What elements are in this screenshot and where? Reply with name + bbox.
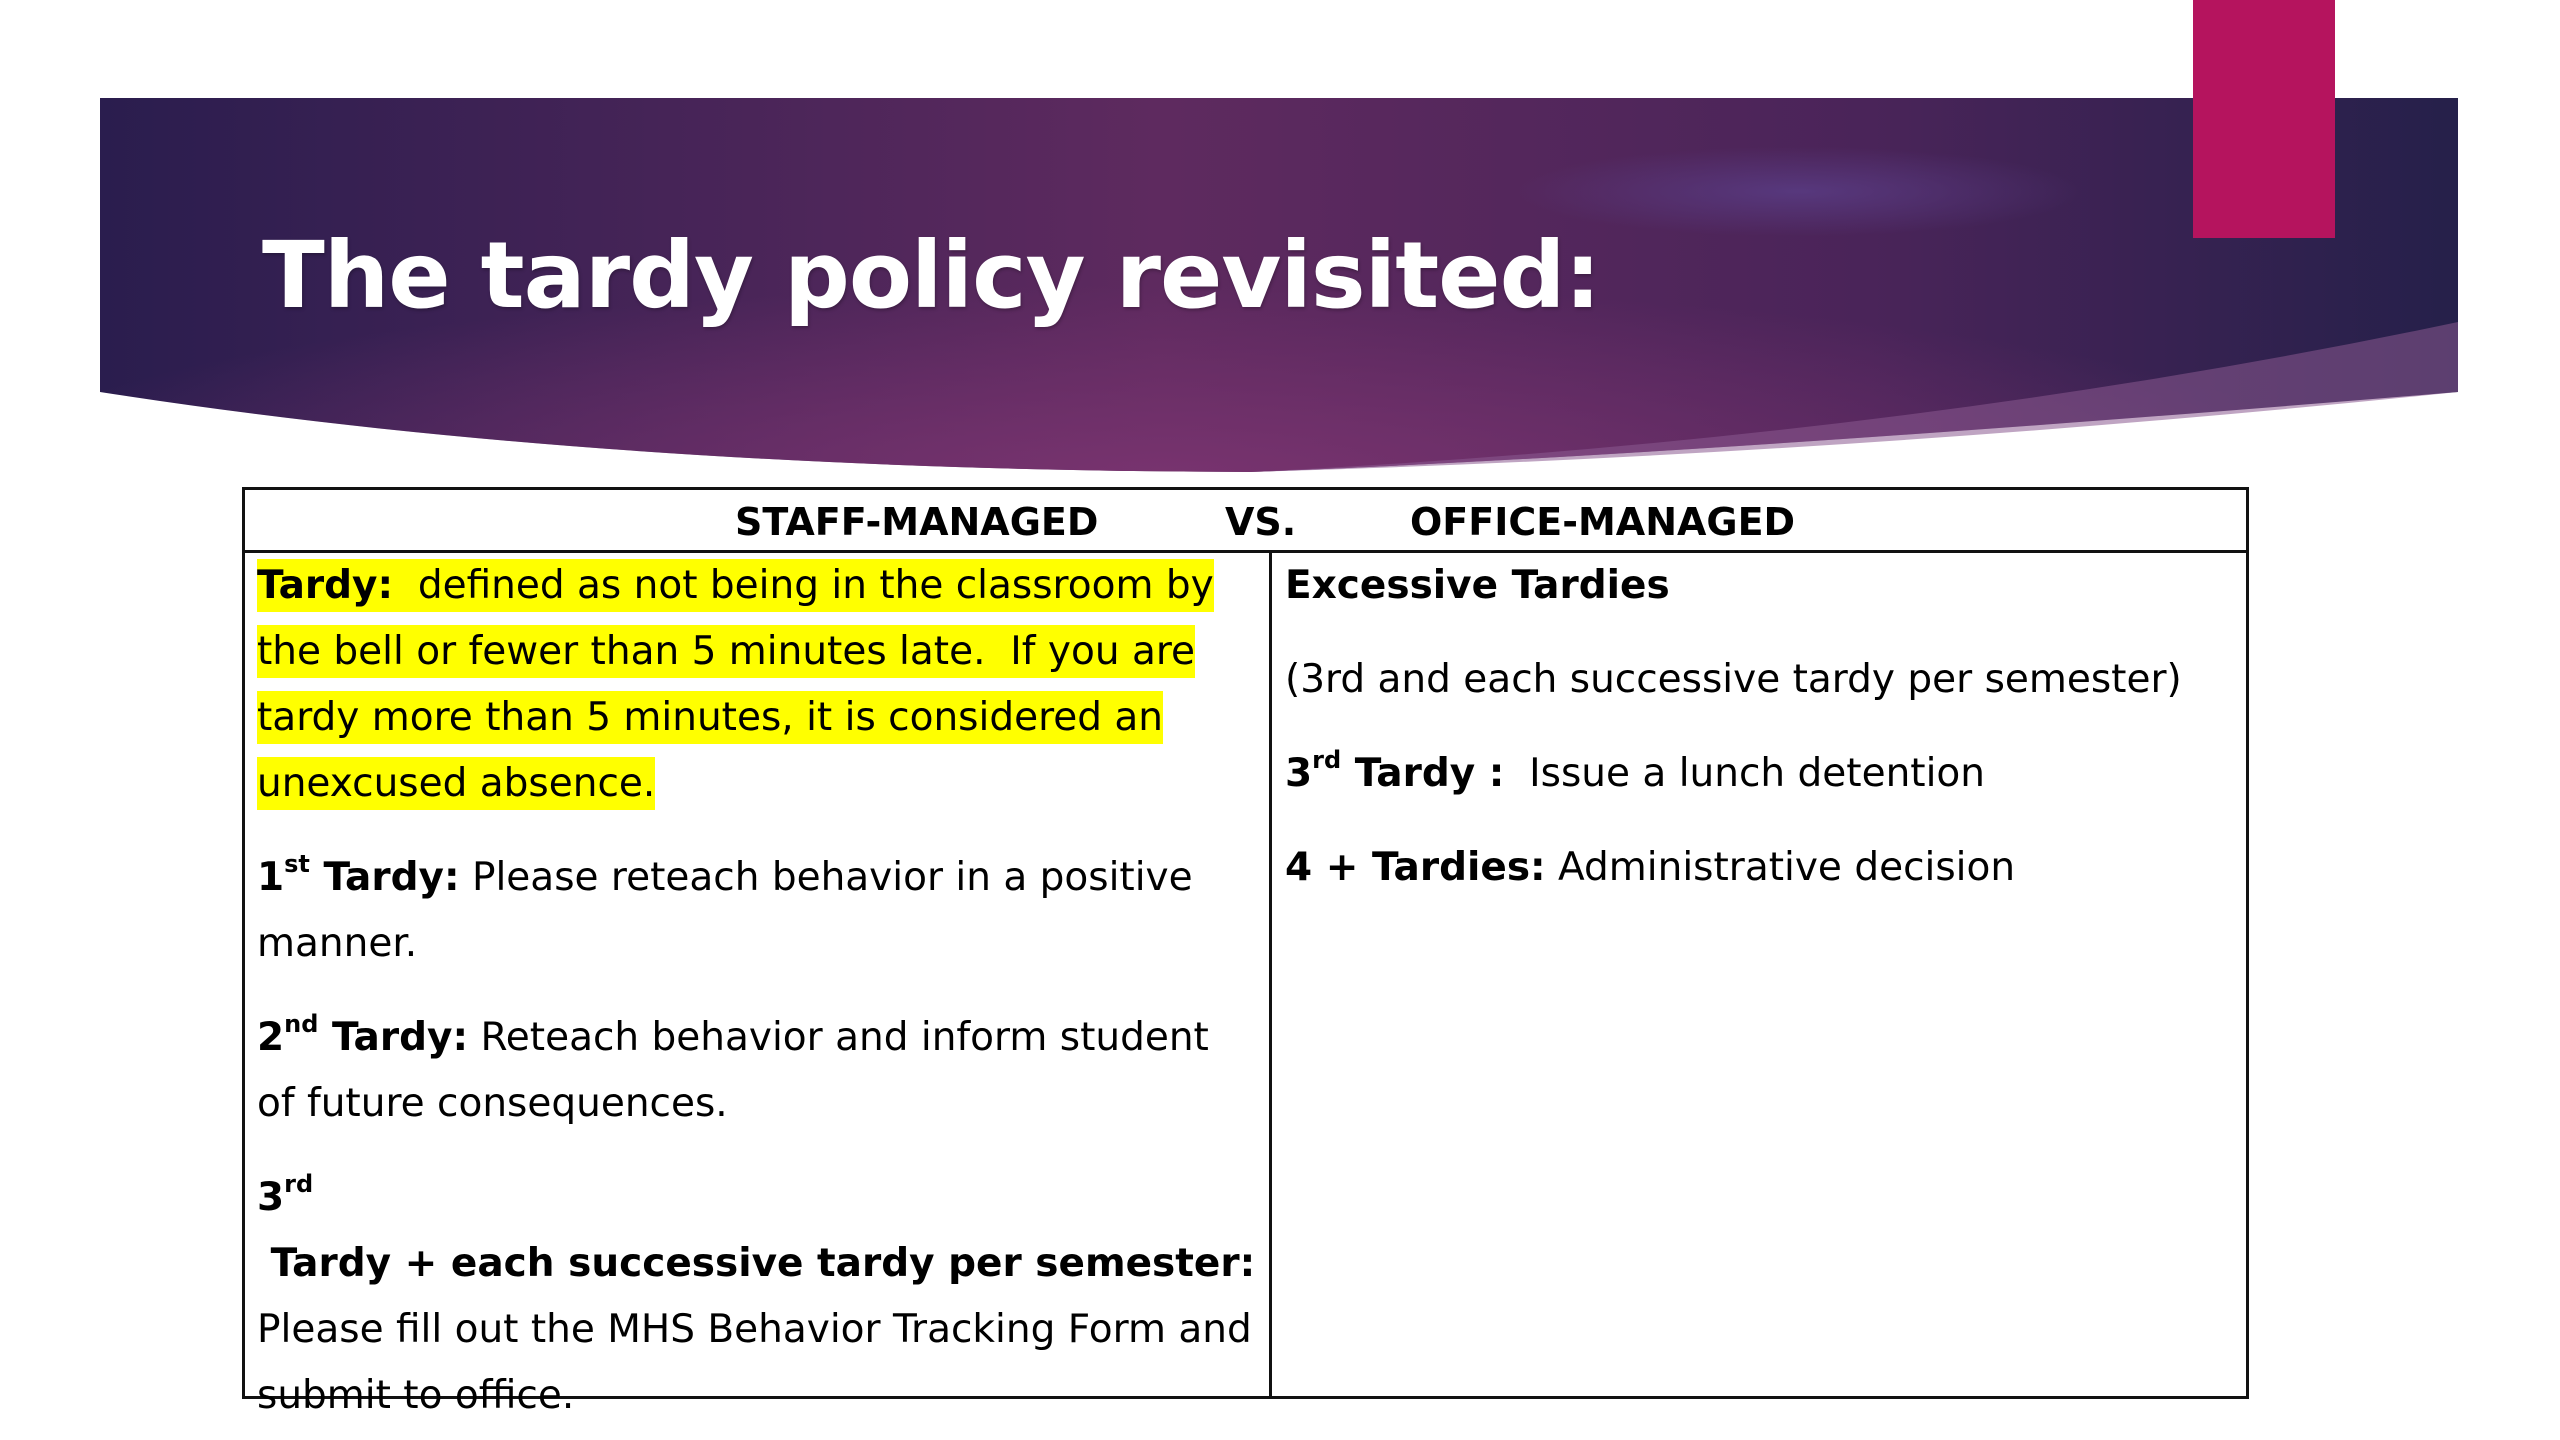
tardy-definition-line-3: tardy more than 5 minutes, it is considered an [257, 691, 1163, 744]
accent-bar [2193, 0, 2335, 238]
header-vs: VS. [1225, 500, 1297, 544]
office-third-tardy-text: Issue a lunch detention [1504, 751, 1986, 796]
third-tardy-number: 3 [257, 1175, 285, 1220]
office-third-tardy-number: 3 [1285, 751, 1313, 796]
third-tardy-suffix: rd [284, 1170, 314, 1198]
office-managed-cell [1285, 553, 2235, 901]
third-tardy-rule [257, 1165, 1257, 1429]
four-plus-tardies-label: 4 + Tardies: [1285, 845, 1546, 890]
office-third-tardy-suffix: rd [1312, 746, 1342, 774]
excessive-tardies-scope: (3rd and each successive tardy per semester) [1285, 657, 2182, 702]
tardy-definition-label: Tardy: [257, 563, 394, 608]
four-plus-tardies-rule [1285, 835, 2235, 901]
excessive-tardies-heading-text: Excessive Tardies [1285, 563, 1670, 608]
third-tardy-label: Tardy + each successive tardy per semester: [257, 1241, 1256, 1286]
tardy-definition [257, 553, 1257, 817]
first-tardy-number: 1 [257, 855, 285, 900]
second-tardy-label: Tardy: [318, 1015, 469, 1060]
policy-table [242, 487, 2249, 1418]
table-header-row [245, 490, 2246, 553]
header-office-managed: OFFICE-MANAGED [1410, 500, 1796, 544]
first-tardy-suffix: st [284, 850, 310, 878]
second-tardy-text: Reteach behavior and inform student of future consequences. [257, 1015, 1209, 1126]
office-third-tardy-label: Tardy : [1341, 751, 1505, 796]
four-plus-tardies-text: Administrative decision [1545, 845, 2016, 890]
second-tardy-number: 2 [257, 1015, 285, 1060]
second-tardy-rule [257, 1005, 1257, 1137]
tardy-definition-line-4: unexcused absence. [257, 757, 655, 810]
second-tardy-suffix: nd [284, 1010, 319, 1038]
first-tardy-label: Tardy: [309, 855, 460, 900]
tardy-definition-line-2: the bell or fewer than 5 minutes late. If you are [257, 625, 1195, 678]
tardy-definition-line-1: defined as not being in the classroom by [393, 563, 1214, 608]
excessive-tardies-heading [1285, 553, 2235, 619]
column-divider [1269, 553, 1272, 1399]
first-tardy-text: Please reteach behavior in a positive manner. [257, 855, 1193, 966]
third-tardy-text: Please fill out the MHS Behavior Tracking Form and submit to office. [257, 1307, 1252, 1418]
slide-title: The tardy policy revisited: [262, 222, 1601, 329]
header-staff-managed: STAFF-MANAGED [735, 500, 1099, 544]
first-tardy-rule [257, 845, 1257, 977]
office-third-tardy-rule [1285, 741, 2235, 807]
staff-managed-cell [257, 553, 1257, 1429]
